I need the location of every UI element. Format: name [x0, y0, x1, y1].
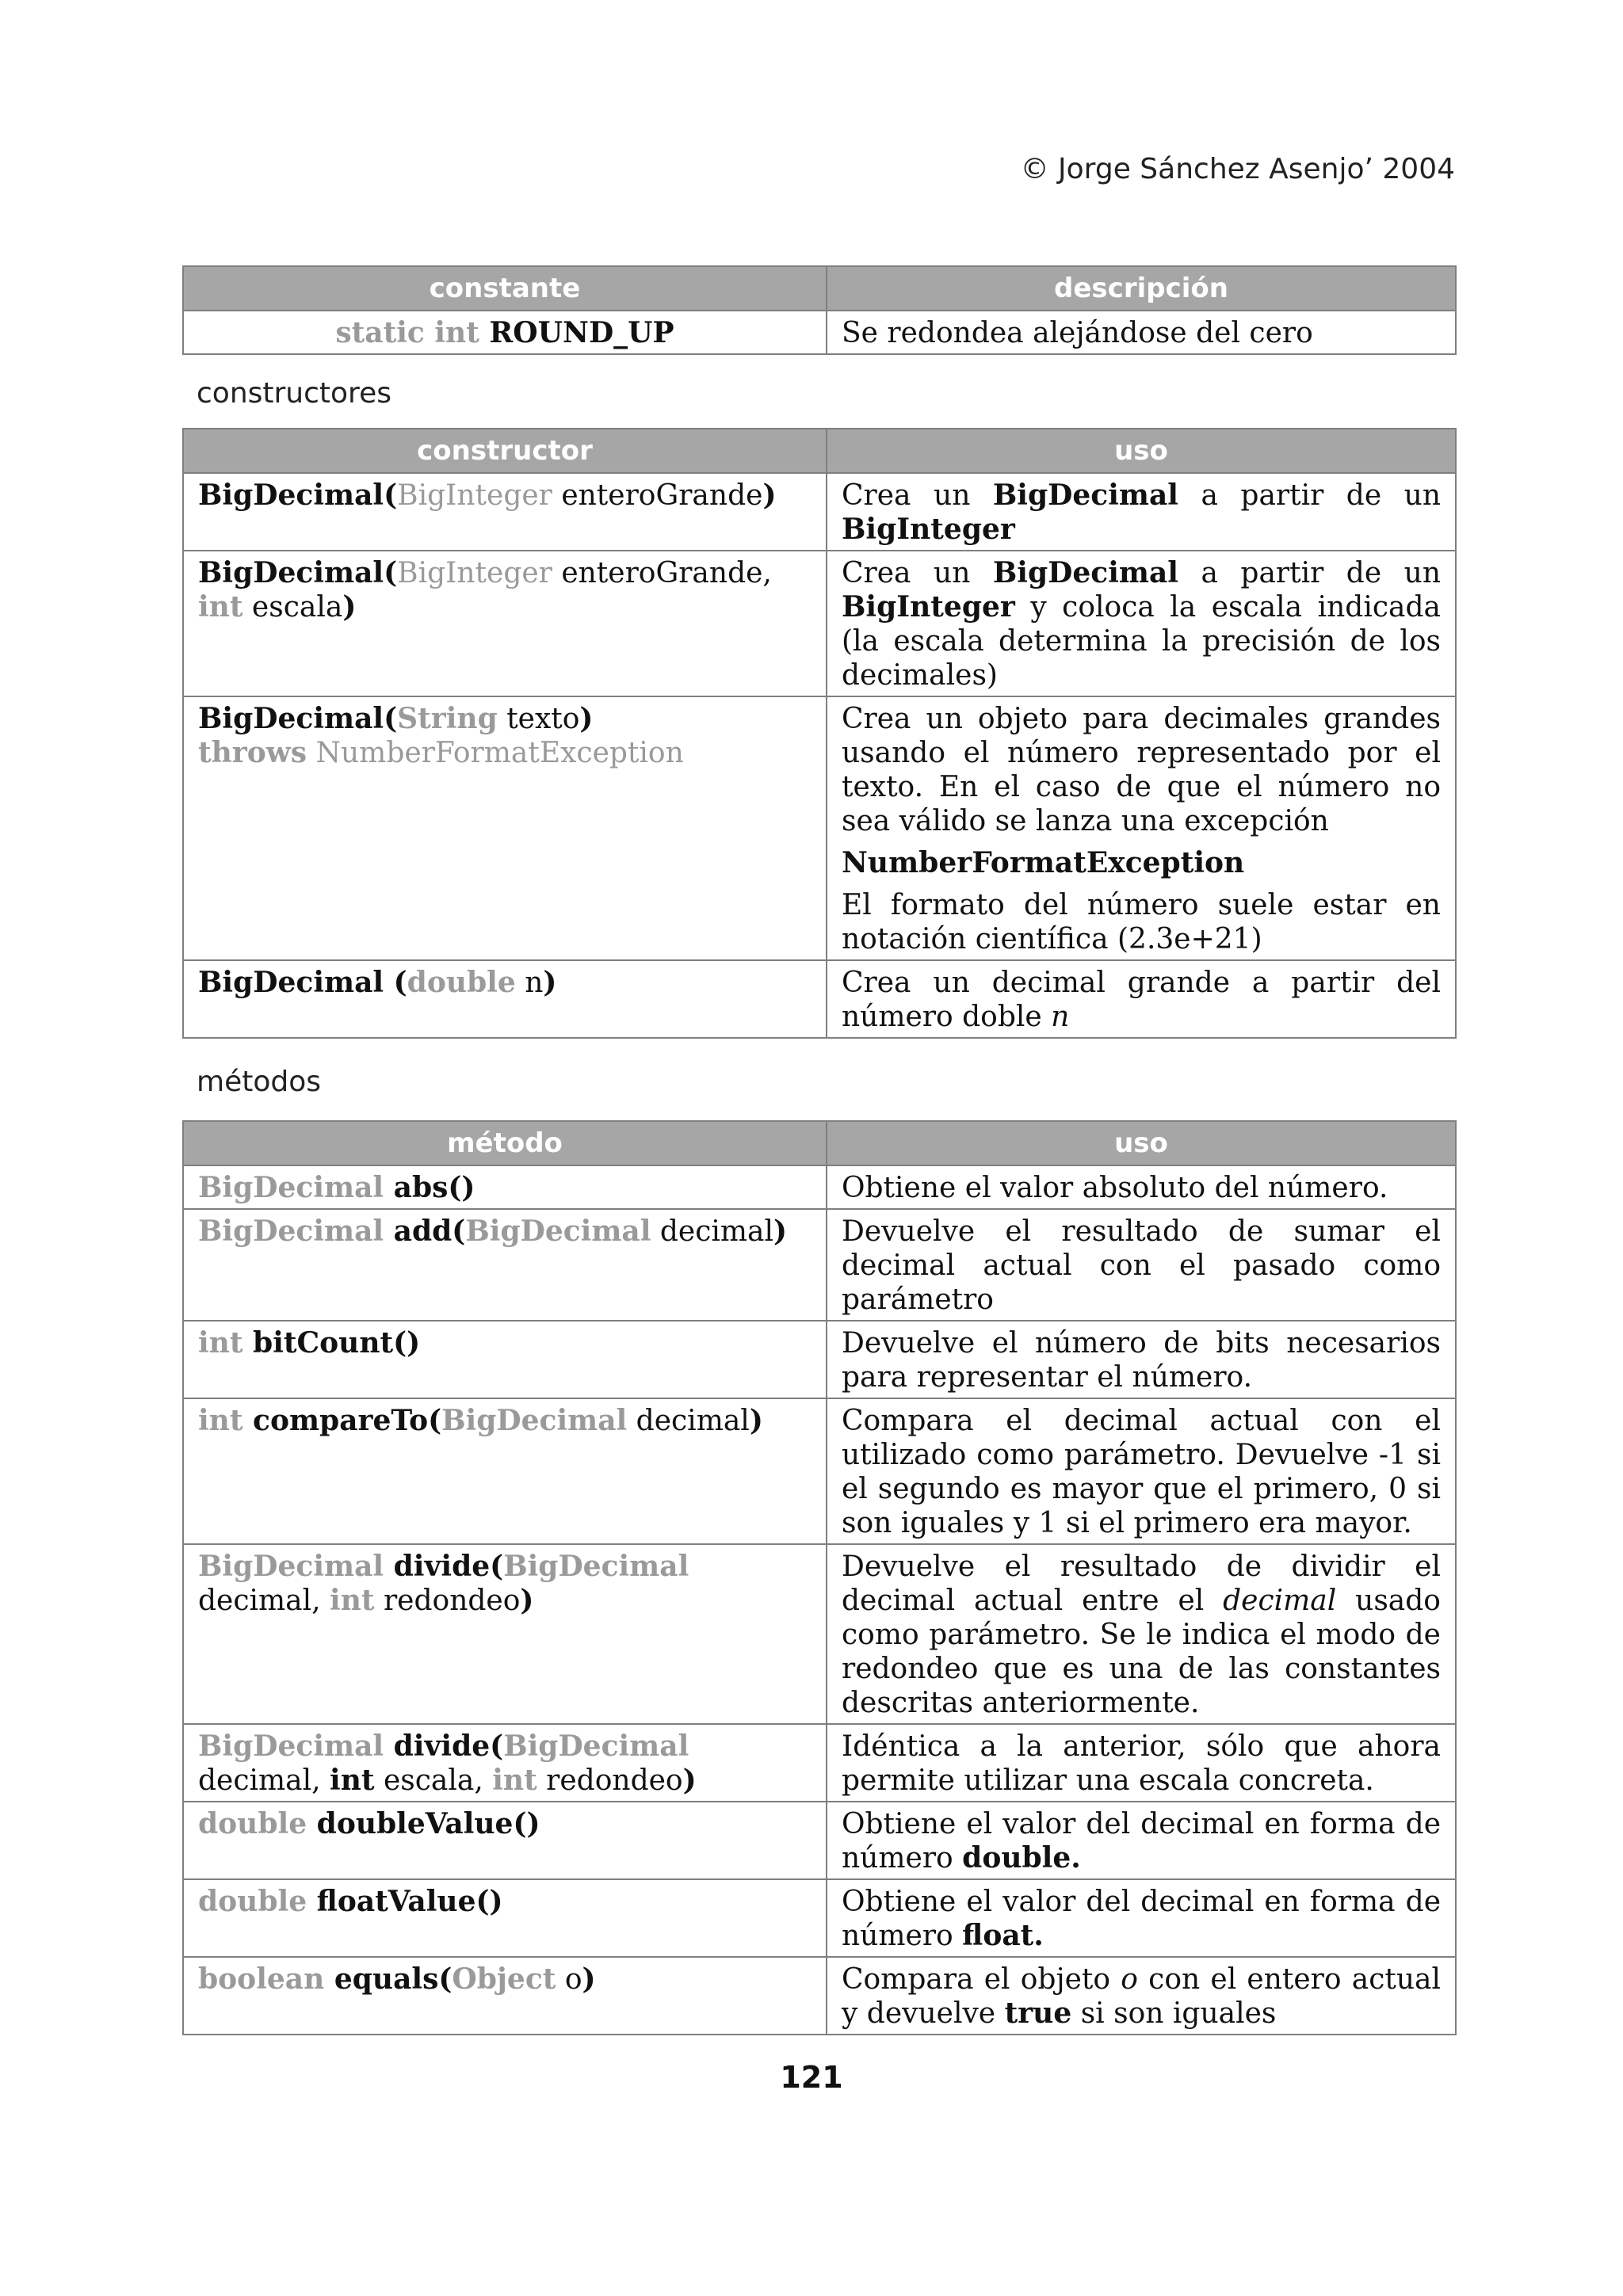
signature-cell [183, 696, 827, 960]
signature-token: int [330, 1584, 375, 1617]
description-cell [827, 960, 1456, 1038]
description-paragraph [842, 888, 1441, 956]
signature-token: decimal, [198, 1764, 330, 1797]
signature-token: decimal [651, 1215, 774, 1248]
description-text: El formato del número suele estar en notación científica (2.3e+21) [842, 889, 1441, 955]
table-header-row [183, 429, 1456, 473]
description-cell [827, 1802, 1456, 1879]
description-paragraph [842, 479, 1441, 547]
signature-cell [183, 1398, 827, 1544]
signature-token: abs() [384, 1171, 475, 1204]
signature-token: escala [242, 591, 343, 624]
signature-token: bitCount() [242, 1326, 421, 1360]
description-paragraph [842, 316, 1441, 350]
description-paragraph [842, 1404, 1441, 1540]
description-cell [827, 1724, 1456, 1802]
signature-token: ) [762, 479, 777, 512]
signature-token: BigDecimal( [198, 479, 398, 512]
description-text: Idéntica a la anterior, sólo que ahora permite utilizar una escala concreta. [842, 1730, 1441, 1797]
description-text: Obtiene el valor absoluto del número. [842, 1172, 1388, 1204]
description-text: BigDecimal [992, 556, 1178, 589]
description-paragraph [842, 1885, 1441, 1953]
table-row [183, 1544, 1456, 1724]
table-row [183, 551, 1456, 696]
signature-token: BigDecimal [503, 1550, 689, 1583]
signature-token: ) [342, 590, 357, 624]
signature-token: ) [582, 1962, 596, 1996]
description-text: a partir de un [1178, 557, 1441, 589]
description-paragraph [842, 846, 1441, 880]
description-paragraph [842, 1730, 1441, 1798]
signature-token: BigDecimal [198, 1550, 384, 1583]
description-cell [827, 1879, 1456, 1957]
column-header-constante: constante [183, 266, 827, 311]
signature-token: ) [579, 702, 594, 735]
description-text: BigInteger [842, 513, 1015, 546]
signature-token: ) [682, 1764, 697, 1797]
description-text: Obtiene el valor del decimal en forma de número [842, 1886, 1441, 1952]
description-cell [827, 1957, 1456, 2035]
description-paragraph [842, 702, 1441, 838]
column-header-uso: uso [827, 1121, 1456, 1165]
description-paragraph [842, 1807, 1441, 1875]
signature-token: redondeo [374, 1585, 521, 1617]
description-paragraph [842, 1962, 1441, 2031]
column-header-uso: uso [827, 429, 1456, 473]
signature-token: int [492, 1764, 537, 1797]
signature-token: Object [452, 1962, 556, 1996]
signature-token: BigDecimal [465, 1215, 651, 1248]
description-text: Obtiene el valor del decimal en forma de número [842, 1808, 1441, 1875]
column-header-metodo: método [183, 1121, 827, 1165]
signature-cell [183, 311, 827, 354]
signature-token: BigDecimal [441, 1404, 628, 1437]
table-row [183, 1879, 1456, 1957]
table-row [183, 473, 1456, 551]
description-text: Crea un [842, 557, 993, 589]
signature-token: ) [543, 966, 557, 999]
signature-token: double [407, 966, 516, 999]
signature-token: floatValue() [307, 1885, 503, 1918]
signature-token: ) [749, 1404, 763, 1437]
description-text: Compara el objeto [842, 1963, 1121, 1996]
description-text: Crea un objeto para decimales grandes usando el número representado por el texto. En el caso de que el número no sea válido se lanza una excepción [842, 703, 1441, 837]
signature-token: ROUND_UP [489, 316, 674, 349]
signature-cell [183, 1321, 827, 1398]
signature-token: BigInteger [397, 479, 552, 512]
table-row [183, 1957, 1456, 2035]
description-cell [827, 1398, 1456, 1544]
section-label-constructores: constructores [197, 377, 391, 410]
description-text: o [1121, 1963, 1138, 1996]
signature-cell [183, 960, 827, 1038]
signature-token: enteroGrande, [552, 557, 772, 589]
table-row [183, 1321, 1456, 1398]
table-row [183, 960, 1456, 1038]
table-row [183, 696, 1456, 960]
description-text: usado como parámetro. Se le indica el modo de redondeo que es una de las constantes descritas anteriormente. [842, 1585, 1441, 1719]
signature-token: ) [520, 1584, 534, 1617]
signature-cell [183, 1957, 827, 2035]
description-paragraph [842, 966, 1441, 1034]
signature-token: enteroGrande [552, 479, 763, 512]
signature-cell [183, 1165, 827, 1209]
methods-table [182, 1120, 1457, 2035]
signature-token: int [198, 590, 243, 624]
signature-cell [183, 1544, 827, 1724]
table-row [183, 1165, 1456, 1209]
signature-token: static int [335, 316, 490, 349]
signature-token: BigDecimal( [198, 556, 398, 589]
signature-token: BigDecimal ( [198, 966, 407, 999]
description-text: Devuelve el número de bits necesarios para representar el número. [842, 1327, 1441, 1394]
signature-token: int [198, 1326, 243, 1360]
table-row [183, 311, 1456, 354]
description-cell [827, 311, 1456, 354]
signature-token: doubleValue() [307, 1807, 540, 1840]
signature-token: boolean [198, 1962, 325, 1996]
signature-token: BigDecimal [198, 1215, 384, 1248]
table-row [183, 1209, 1456, 1321]
description-text: Crea un decimal grande a partir del número doble [842, 967, 1441, 1033]
constants-table [182, 265, 1457, 355]
description-text: si son iguales [1071, 1997, 1277, 2030]
signature-token: ) [773, 1215, 788, 1248]
page-number: 121 [780, 2060, 843, 2095]
signature-cell [183, 551, 827, 696]
description-cell [827, 1209, 1456, 1321]
description-text: a partir de un [1178, 479, 1441, 512]
description-cell [827, 473, 1456, 551]
page-header-copyright: © Jorge Sánchez Asenjo’ 2004 [1020, 153, 1455, 185]
signature-token: add( [384, 1215, 466, 1248]
signature-token: throws [198, 736, 307, 769]
description-text: NumberFormatException [842, 846, 1245, 879]
description-text: y coloca la escala indicada (la escala determina la precisión de los decimales) [842, 591, 1441, 692]
signature-token: String [397, 702, 498, 735]
signature-token: n [515, 967, 544, 999]
section-label-metodos: métodos [197, 1066, 321, 1098]
signature-cell [183, 1209, 827, 1321]
table-row [183, 1398, 1456, 1544]
signature-token: BigInteger [397, 557, 552, 589]
signature-token: NumberFormatException [307, 737, 684, 769]
signature-token: decimal, [198, 1585, 330, 1617]
signature-token: redondeo [537, 1764, 683, 1797]
description-cell [827, 551, 1456, 696]
signature-cell [183, 1802, 827, 1879]
description-paragraph [842, 1550, 1441, 1720]
signature-token: BigDecimal [198, 1171, 384, 1204]
signature-cell [183, 1724, 827, 1802]
signature-token: compareTo( [242, 1404, 442, 1437]
signature-token: texto [497, 703, 580, 735]
description-text: float. [962, 1919, 1044, 1952]
constructors-table [182, 428, 1457, 1039]
signature-token: int [330, 1764, 375, 1797]
signature-token: double [198, 1885, 307, 1918]
signature-token: divide( [384, 1550, 504, 1583]
signature-cell [183, 473, 827, 551]
description-text: true [1004, 1997, 1072, 2030]
description-text: Devuelve el resultado de sumar el decimal actual con el pasado como parámetro [842, 1215, 1441, 1316]
description-text: decimal [1223, 1585, 1337, 1617]
signature-token: BigDecimal [198, 1730, 384, 1763]
table-row [183, 1724, 1456, 1802]
description-text: double. [962, 1841, 1081, 1875]
description-paragraph [842, 556, 1441, 692]
signature-token: o [556, 1963, 582, 1996]
signature-token: BigDecimal [503, 1730, 689, 1763]
description-cell [827, 1544, 1456, 1724]
description-text: BigInteger [842, 590, 1015, 624]
description-text: Se redondea alejándose del cero [842, 317, 1313, 349]
description-paragraph [842, 1326, 1441, 1394]
signature-token: int [198, 1404, 243, 1437]
signature-cell [183, 1879, 827, 1957]
description-paragraph [842, 1171, 1441, 1205]
signature-token: divide( [384, 1730, 504, 1763]
description-text: con el entero actual y devuelve [842, 1963, 1441, 2030]
description-text: n [1051, 1001, 1070, 1033]
description-text: Compara el decimal actual con el utilizado como parámetro. Devuelve -1 si el segundo es mayor que el primero, 0 si son iguales y 1 si el primero era mayor. [842, 1405, 1441, 1539]
description-cell [827, 1165, 1456, 1209]
description-cell [827, 696, 1456, 960]
description-text: Crea un [842, 479, 993, 512]
signature-token: BigDecimal( [198, 702, 398, 735]
description-paragraph [842, 1215, 1441, 1317]
column-header-descripcion: descripción [827, 266, 1456, 311]
description-text: BigDecimal [992, 479, 1178, 512]
description-cell [827, 1321, 1456, 1398]
description-text: Devuelve el resultado de dividir el decimal actual entre el [842, 1550, 1441, 1617]
column-header-constructor: constructor [183, 429, 827, 473]
signature-token: equals( [324, 1962, 453, 1996]
table-header-row [183, 1121, 1456, 1165]
signature-token: escala, [374, 1764, 493, 1797]
signature-token: double [198, 1807, 307, 1840]
signature-token: decimal [627, 1405, 750, 1437]
table-row [183, 1802, 1456, 1879]
table-header-row [183, 266, 1456, 311]
